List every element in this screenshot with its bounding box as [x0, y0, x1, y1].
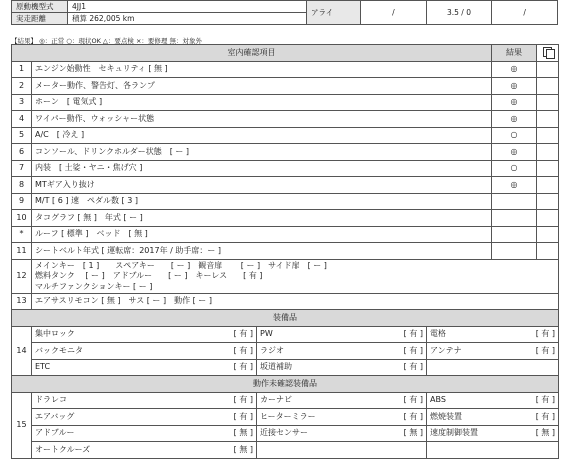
equipment-cell [427, 343, 559, 360]
equipment-pair [35, 426, 253, 440]
equipment-pair [430, 344, 555, 358]
item-text: コンソール、ドリンクホルダー状態 [ ー ] [32, 144, 492, 161]
interior-row [12, 144, 559, 161]
row-number: 12 [12, 259, 32, 293]
equipment-pair [35, 410, 253, 424]
blank-cell [537, 160, 559, 177]
item-text: 内装 [ 土娑・ヤニ・焦げ穴 ] [32, 160, 492, 177]
equipment-value: [ 有 ] [233, 345, 253, 355]
equipment-cell [257, 392, 427, 409]
equipment-value: [ 有 ] [233, 329, 253, 339]
equipment-name: 速度制御装置 [430, 428, 478, 438]
equipment-name: ドラレコ [35, 395, 67, 405]
equipment-name: カーナビ [260, 395, 292, 405]
item-text: メーター動作、警告灯、各ランプ [32, 78, 492, 95]
equipment-cell [427, 392, 559, 409]
item-text: ホーン [ 電気式 ] [32, 94, 492, 111]
equipment-value: [ 有 ] [403, 395, 423, 405]
equipment-value: [ 有 ] [403, 411, 423, 421]
row-number: 8 [12, 177, 32, 194]
inspection-table [11, 44, 559, 459]
row-number: 2 [12, 78, 32, 95]
row-number: 1 [12, 61, 32, 78]
item-text: MTギア入り抜け [32, 177, 492, 194]
equipment-pair [430, 410, 555, 424]
equipment-name: バックモニタ [35, 345, 83, 355]
equipment-pair [430, 393, 555, 407]
equipment-pair [35, 443, 253, 457]
equipment-row [12, 359, 559, 376]
equipment-value: [ 有 ] [535, 411, 556, 421]
equipment-cell [257, 442, 427, 459]
row-number: 9 [12, 193, 32, 210]
equipment-value: [ 有 ] [233, 362, 253, 372]
equipment-cell [32, 392, 257, 409]
mileage-value: 積算 262,005 km [68, 13, 307, 25]
equipment-row [12, 392, 559, 409]
equipment-value: [ 無 ] [535, 428, 556, 438]
equipment-pair [260, 393, 423, 407]
equipment-value: [ 有 ] [233, 395, 253, 405]
equipment-cell [257, 425, 427, 442]
row-number: 13 [12, 293, 32, 310]
air-suspension-text: エアサスリモコン [ 無 ] サス [ ー ] 動作 [ ー ] [32, 293, 559, 310]
equipment-name: アンテナ [430, 345, 462, 355]
row-number: 6 [12, 144, 32, 161]
equipment-name: ETC [35, 362, 51, 372]
equipment-pair [260, 426, 423, 440]
result-mark: ◎ [492, 177, 537, 194]
unconfirmed-title: 動作未確認装備品 [12, 376, 559, 393]
interior-row [12, 210, 559, 227]
equipment-name: 集中ロック [35, 329, 75, 339]
equipment-name: ABS [430, 395, 446, 405]
result-mark [492, 210, 537, 227]
row-number: 4 [12, 111, 32, 128]
key-line-3: マルチファンクションキー [ ー ] [35, 281, 153, 291]
align-value: 3.5 / 0 [426, 1, 492, 25]
equipment-title: 装備品 [12, 310, 559, 327]
interior-title: 室内確認項目 [12, 45, 492, 62]
item-text: A/C [ 冷え ] [32, 127, 492, 144]
equipment-name: PW [260, 329, 273, 339]
result-mark: ◎ [492, 144, 537, 161]
equipment-value: [ 有 ] [403, 329, 423, 339]
equipment-name: 燃焼装置 [430, 411, 462, 421]
equipment-row [12, 442, 559, 459]
result-header: 結果 [492, 45, 537, 62]
equipment-cell [257, 326, 427, 343]
mileage-label: 実走距離 [12, 13, 68, 25]
row-number: * [12, 226, 32, 243]
equipment-name: エアバッグ [35, 411, 75, 421]
row-number: 15 [12, 392, 32, 458]
equipment-cell [427, 409, 559, 426]
interior-row [12, 94, 559, 111]
equipment-pair [35, 327, 253, 341]
equipment-name: アドブルー [35, 428, 75, 438]
equipment-pair [260, 344, 423, 358]
equipment-pair [260, 410, 423, 424]
equipment-name: 近接センサー [260, 428, 308, 438]
equipment-pair [260, 327, 423, 341]
align-slash-1: / [361, 1, 427, 25]
vehicle-info-table [11, 0, 558, 25]
result-legend: 【結果】 ◎：正常 ○：現状OK △：要点検 ×：要修理 無：対象外 [11, 37, 202, 45]
equipment-row [12, 425, 559, 442]
equipment-value: [ 有 ] [403, 362, 423, 372]
equipment-value: [ 有 ] [403, 345, 423, 355]
equipment-cell [32, 425, 257, 442]
item-text: M/T [ 6 ] 速 ペダル数 [ 3 ] [32, 193, 492, 210]
result-mark: ◎ [492, 61, 537, 78]
equipment-cell [257, 409, 427, 426]
equipment-pair [35, 344, 253, 358]
paste-icon [542, 47, 554, 57]
blank-cell [537, 210, 559, 227]
equipment-cell [427, 442, 559, 459]
result-mark: ◎ [492, 111, 537, 128]
result-mark [492, 243, 537, 260]
item-text: シートベルト年式 [ 運転席：2017年 / 助手席：ー ] [32, 243, 492, 260]
equipment-value: [ 無 ] [233, 428, 253, 438]
equipment-cell [427, 326, 559, 343]
result-mark [492, 193, 537, 210]
equipment-value: [ 無 ] [403, 428, 423, 438]
blank-cell [537, 144, 559, 161]
blank-cell [537, 177, 559, 194]
result-mark: ◎ [492, 94, 537, 111]
blank-cell [537, 61, 559, 78]
equipment-cell [257, 359, 427, 376]
row-number: 14 [12, 326, 32, 376]
equipment-cell [32, 442, 257, 459]
equipment-cell [32, 359, 257, 376]
blank-cell [537, 78, 559, 95]
equipment-cell [257, 343, 427, 360]
equipment-cell [32, 409, 257, 426]
equipment-value: [ 有 ] [233, 411, 253, 421]
equipment-value: [ 有 ] [535, 345, 556, 355]
interior-row [12, 193, 559, 210]
result-mark: ○ [492, 160, 537, 177]
item-text: ルーフ [ 標準 ] ベッド [ 無 ] [32, 226, 492, 243]
item-text: ワイパー動作、ウォッシャー状態 [32, 111, 492, 128]
equipment-value: [ 有 ] [535, 329, 556, 339]
key-line-1: メインキー [ 1 ] スペアキー [ ー ] 観音扉 [ ー ] サイド扉 [ ー ] [35, 260, 327, 270]
interior-row [12, 160, 559, 177]
blank-cell [537, 127, 559, 144]
paste-button[interactable] [537, 45, 559, 62]
equipment-pair [35, 360, 253, 374]
result-mark [492, 226, 537, 243]
align-label: アライ [307, 1, 361, 25]
equipment-name: 電格 [430, 329, 446, 339]
row-number: 5 [12, 127, 32, 144]
equipment-name: 坂道補助 [260, 362, 292, 372]
row-number: 10 [12, 210, 32, 227]
blank-cell [537, 111, 559, 128]
interior-row [12, 127, 559, 144]
blank-cell [537, 94, 559, 111]
row-number: 7 [12, 160, 32, 177]
interior-row [12, 177, 559, 194]
interior-row [12, 111, 559, 128]
key-info-cell [32, 259, 559, 293]
result-mark: ◎ [492, 78, 537, 95]
blank-cell [537, 243, 559, 260]
row-number: 3 [12, 94, 32, 111]
equipment-name: ラジオ [260, 345, 284, 355]
blank-cell [537, 226, 559, 243]
interior-row [12, 61, 559, 78]
equipment-pair [35, 393, 253, 407]
equipment-row [12, 409, 559, 426]
result-mark: ○ [492, 127, 537, 144]
equipment-value: [ 有 ] [535, 395, 556, 405]
blank-cell [537, 193, 559, 210]
model-label: 原動機型式 [12, 1, 68, 13]
equipment-cell [32, 326, 257, 343]
interior-row [12, 243, 559, 260]
equipment-cell [32, 343, 257, 360]
model-value: 4JJ1 [68, 1, 307, 13]
equipment-pair [430, 426, 555, 440]
equipment-cell [427, 425, 559, 442]
interior-row [12, 78, 559, 95]
item-text: エンジン始動性 セキュリティ [ 無 ] [32, 61, 492, 78]
equipment-row [12, 326, 559, 343]
equipment-value: [ 無 ] [233, 444, 253, 454]
align-slash-2: / [492, 1, 558, 25]
equipment-pair [260, 360, 423, 374]
key-line-2: 燃料タンク [ ー ] アドブルー [ ー ] キーレス [ 有 ] [35, 271, 263, 281]
equipment-pair [430, 327, 555, 341]
interior-row [12, 226, 559, 243]
item-text: タコグラフ [ 無 ] 年式 [ ー ] [32, 210, 492, 227]
equipment-name: オートクルーズ [35, 444, 91, 454]
equipment-row [12, 343, 559, 360]
row-number: 11 [12, 243, 32, 260]
equipment-cell [427, 359, 559, 376]
equipment-name: ヒーターミラー [260, 411, 316, 421]
